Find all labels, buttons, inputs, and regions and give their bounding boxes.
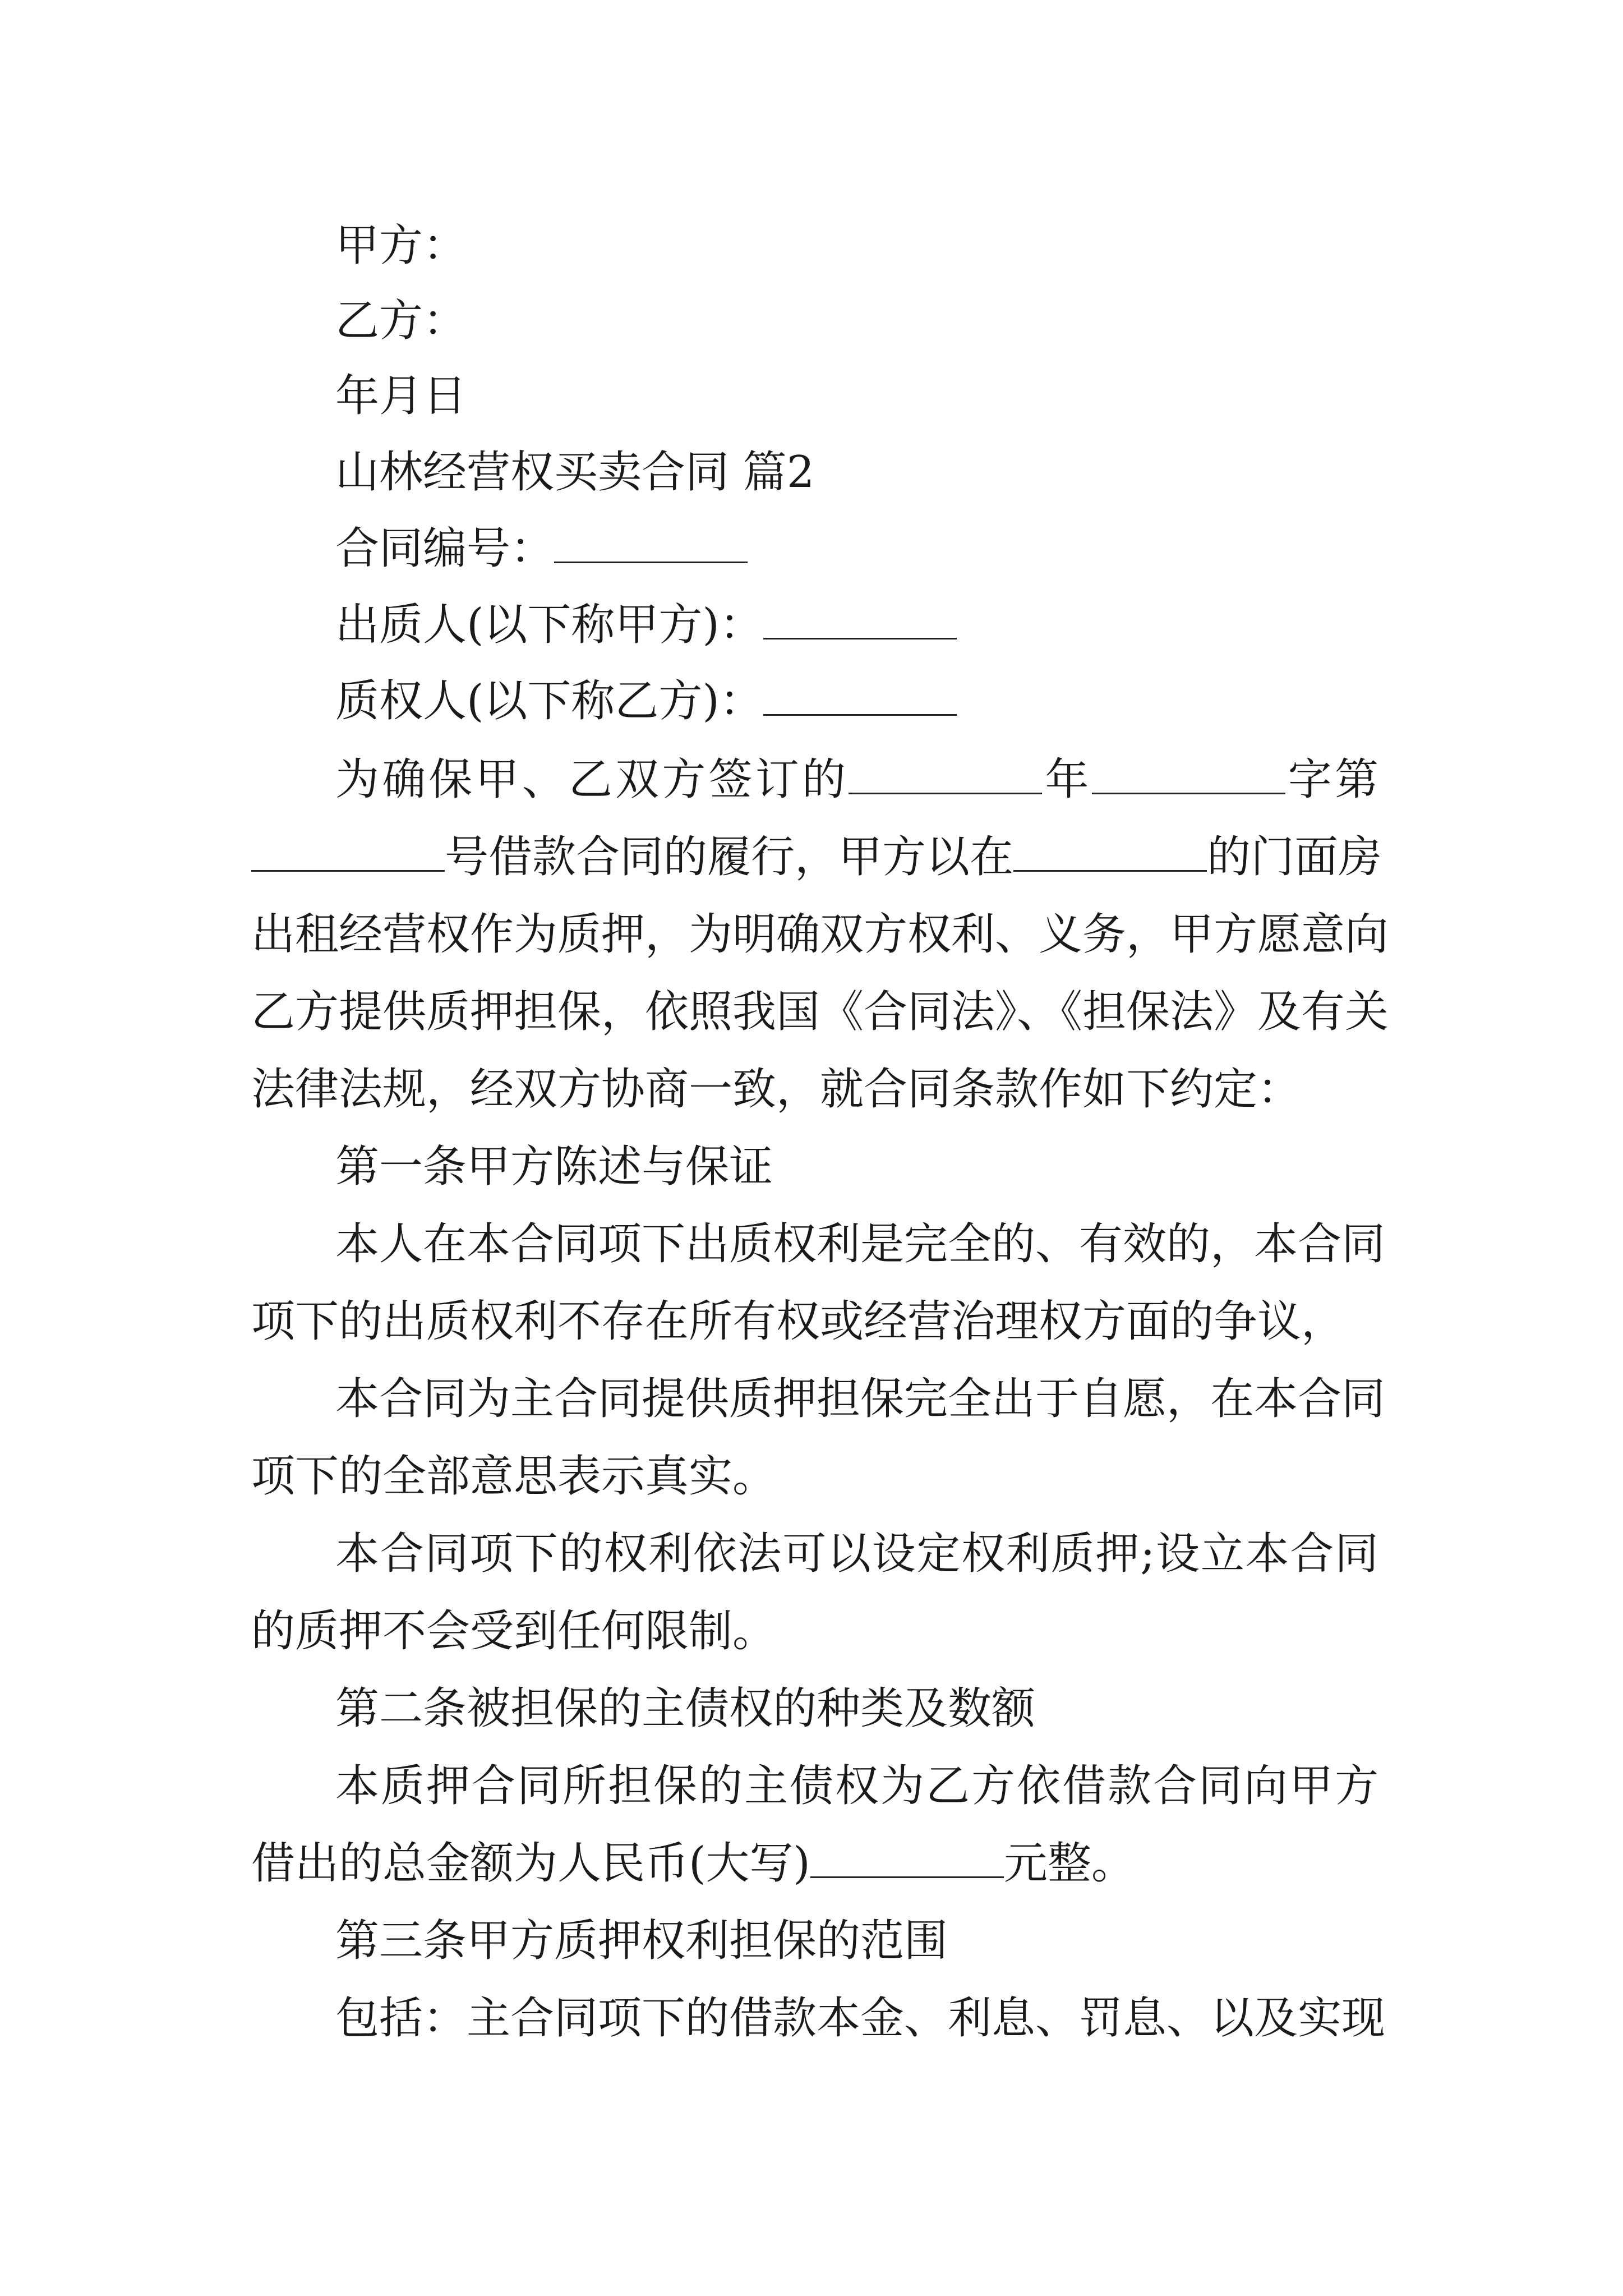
section-title: 山林经营权买卖合同 篇2	[335, 447, 815, 498]
paragraph-line: 项下的出质权利不存在所有权或经营治理权方面的争议，	[251, 1296, 1345, 1347]
article-heading: 第一条甲方陈述与保证	[335, 1142, 773, 1192]
text-segment: 号借款合同的履行，甲方以在	[445, 832, 1014, 882]
party-a-label: 甲方：	[335, 220, 467, 271]
pledgor-line	[335, 597, 957, 653]
paragraph-line: 本质押合同所担保的主债权为乙方依借款合同向甲方	[335, 1761, 1378, 1811]
text-segment: 的门面房	[1207, 832, 1382, 882]
article-heading: 第二条被担保的主债权的种类及数额	[335, 1683, 1036, 1734]
contract-number-label: 合同编号：	[335, 523, 555, 574]
text-segment: 为确保甲、乙双方签订的	[335, 754, 849, 805]
paragraph-line: 出租经营权作为质押，为明确双方权利、义务，甲方愿意向	[251, 909, 1389, 960]
contract-number-blank	[554, 527, 748, 563]
paragraph-line: 项下的全部意思表示真实。	[251, 1451, 777, 1502]
pledgee-line	[335, 673, 957, 729]
text-segment: 年	[1042, 754, 1092, 805]
paragraph-line: 法律法规，经双方协商一致，就合同条款作如下约定：	[251, 1064, 1302, 1115]
paragraph-line: 本合同为主合同提供质押担保完全出于自愿，在本合同	[335, 1374, 1386, 1424]
contract-number-line	[335, 521, 748, 577]
fill-blank	[1092, 758, 1285, 794]
paragraph-line: 包括：主合同项下的借款本金、利息、罚息、以及实现	[335, 1993, 1386, 2044]
paragraph-line	[335, 752, 1378, 808]
text-segment: 元整。	[1003, 1838, 1135, 1889]
paragraph-line	[251, 829, 1382, 885]
pledgor-label: 出质人(以下称甲方)：	[335, 600, 763, 650]
pledgee-blank	[763, 679, 957, 716]
paragraph-line	[251, 1835, 1135, 1892]
text-segment: 借出的总金额为人民币(大写)	[251, 1838, 810, 1889]
date-label: 年月日	[335, 371, 467, 421]
paragraph-line: 的质押不会受到任何限制。	[251, 1606, 777, 1657]
paragraph-line: 乙方提供质押担保，依照我国《合同法》、《担保法》及有关	[251, 987, 1389, 1037]
text-segment: 字第	[1285, 754, 1378, 805]
party-b-label: 乙方：	[335, 296, 467, 346]
paragraph-line: 本人在本合同项下出质权利是完全的、有效的，本合同	[335, 1219, 1386, 1269]
fill-blank	[251, 835, 445, 872]
fill-blank	[1013, 835, 1207, 872]
pledgor-blank	[763, 603, 957, 639]
pledgee-label: 质权人(以下称乙方)：	[335, 676, 763, 726]
paragraph-line: 本合同项下的权利依法可以设定权利质押;设立本合同	[335, 1529, 1378, 1579]
article-heading: 第三条甲方质押权利担保的范围	[335, 1916, 948, 1966]
fill-blank	[849, 758, 1042, 794]
amount-blank	[810, 1842, 1004, 1878]
